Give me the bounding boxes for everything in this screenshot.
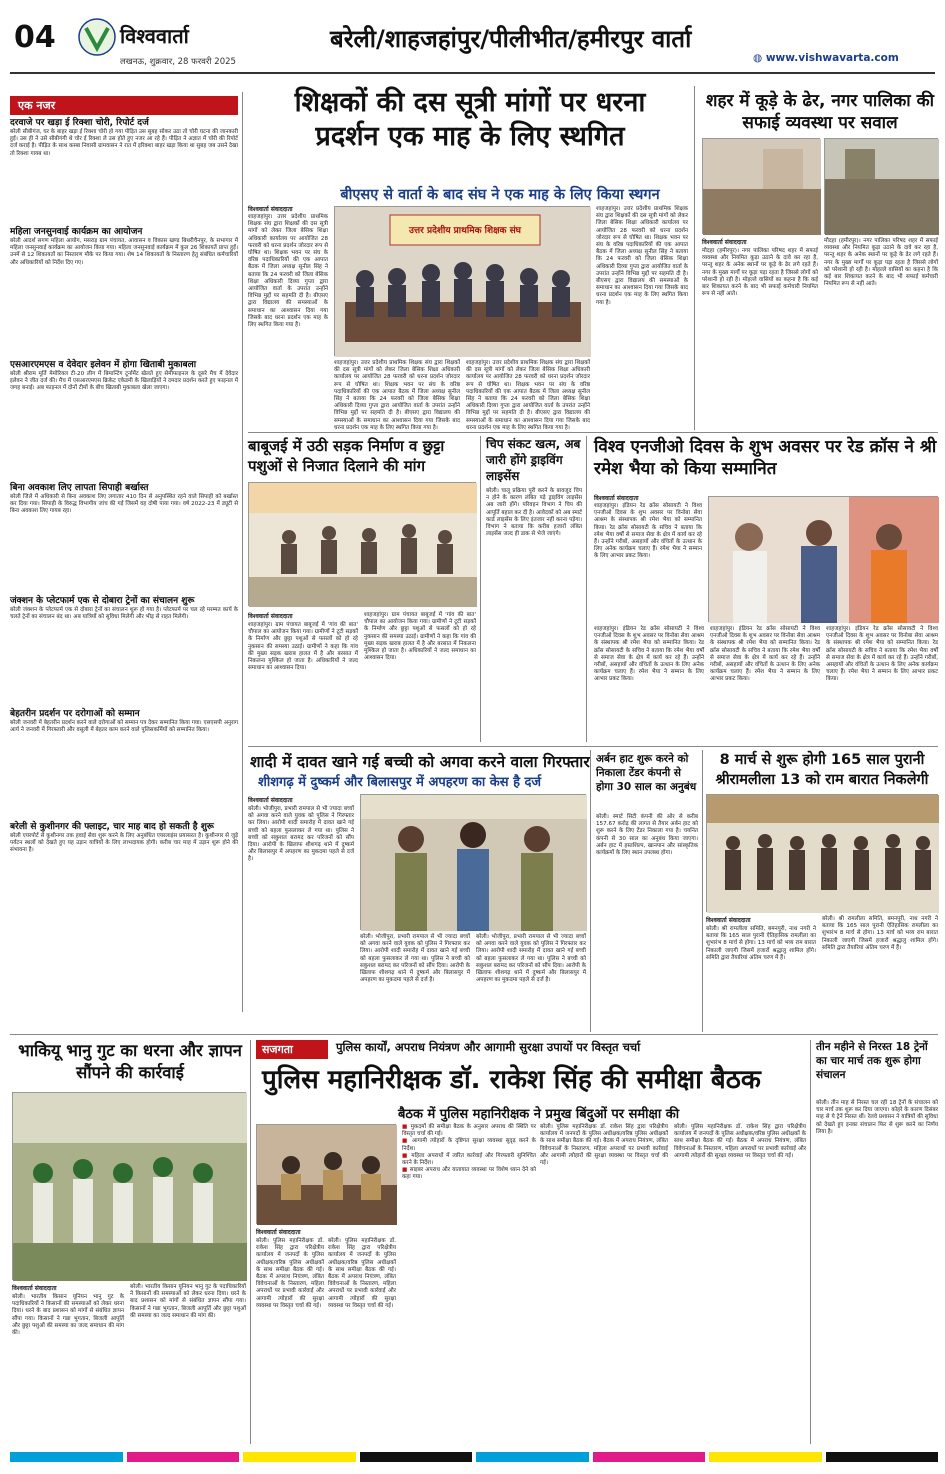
ngo-body-col1: शाहजहांपुर। इंडियन रेड क्रॉस सोसायटी ने विश्व एनजीओ दिवस के शुभ अवसर पर विनोबा सेवा आश्रम के संस्थापक श्री रमेश भैया को सम्मानित किया। रेड क्रॉस सोसायटी के सचिव ने बताया कि रमेश भैया वर्षों से समाज सेवा के क्षेत्र में कार्य कर रहे हैं। उन्होंने गरीबों, असहायों और वंचितों के उत्थान के लिए अनेक कार्यक्रम चलाए हैं। रमेश भैया ने सम्मान के लिए आभार प्रकट किया। (594, 503, 702, 560)
sajagta-body-col3: बरेली। पुलिस महानिरीक्षक डॉ. राकेश सिंह द्वारा परिक्षेत्रीय कार्यालय में जनपदों के पुलिस अधीक्षक/वरिष्ठ पुलिस अधीक्षकों के साथ समीक्षा बैठक की गई। बैठक में अपराध नियंत्रण, लंबित विवेचनाओं के निस्तारण, महिला अपराधों पर प्रभावी कार्रवाई और आगामी त्योहारों की सुरक्षा व्यवस्था पर विस्तृत चर्चा की गई। (540, 1124, 668, 1167)
lead-banner-text: उत्तर प्रदेशीय प्राथमिक शिक्षक संघ (409, 226, 521, 236)
bhakiyu-body-col2: बरेली। भारतीय किसान यूनियन भानु गुट के पदाधिकारियों ने किसानों की समस्याओं को लेकर धरना दिया। धरने के बाद प्रशासन को मांगों से संबंधित ज्ञापन सौंपा गया। किसानों ने गन्ना भुगतान, बिजली आपूर्ति और छुट्टा पशुओं की समस्या का जल्द समाधान की मांग की। (130, 1284, 246, 1319)
bullet-icon: ■ (402, 1138, 412, 1145)
shadi-photo (360, 794, 586, 930)
ramleela-body-col2: बरेली। श्री रामलीला समिति, बमनपुरी, नाथ नगरी ने बताया कि 165 साल पुरानी ऐतिहासिक रामलीला का शुभारंभ 8 मार्च से होगा। 13 मार्च को भव्य राम बारात निकाली जाएगी जिसमें हजारों श्रद्धालु शामिल होंगे। समिति द्वारा तैयारियां अंतिम चरण में हैं। (822, 916, 938, 951)
nazar-item (10, 822, 238, 923)
sajagta-body-col2: बरेली। पुलिस महानिरीक्षक डॉ. राकेश सिंह द्वारा परिक्षेत्रीय कार्यालय में जनपदों के पुलिस अधीक्षक/वरिष्ठ पुलिस अधीक्षकों के साथ समीक्षा बैठक की गई। बैठक में अपराध नियंत्रण, लंबित विवेचनाओं के निस्तारण, महिला अपराधों पर प्रभावी कार्रवाई और आगामी त्योहारों की सुरक्षा व्यवस्था पर विस्तृत चर्चा की गई। (328, 1238, 396, 1309)
nazar-item (10, 118, 238, 225)
nazar-item-body: बरेली एयरपोर्ट से कुशीनगर तक हवाई सेवा शुरू करने के लिए अनुबंधित एयरलाइंस प्रयासरत है। कुशीनगर से जुड़े पर्यटन स्थलों को देखते हुए यह उड़ान यात्रियों के लिए लाभदायक होगी। करीब चार माह में उड़ान शुरू होने की संभावना है। (10, 833, 238, 854)
ngo-body-col2: शाहजहांपुर। इंडियन रेड क्रॉस सोसायटी ने विश्व एनजीओ दिवस के शुभ अवसर पर विनोबा सेवा आश्रम के संस्थापक श्री रमेश भैया को सम्मानित किया। रेड क्रॉस सोसायटी के सचिव ने बताया कि रमेश भैया वर्षों से समाज सेवा के क्षेत्र में कार्य कर रहे हैं। उन्होंने गरीबों, असहायों और वंचितों के उत्थान के लिए अनेक कार्यक्रम चलाए हैं। रमेश भैया ने सम्मान के लिए आभार प्रकट किया। (594, 626, 704, 683)
nazar-item-body: बरेली श्रीराम मूर्ति मेमोरियल टी-20 लीग में बिमान्टिंग टूर्नामेंट खेलते हुए सेमीफाइनल के दूसरे मैच में देवेदार इलेवन ने जीत दर्ज की। मैच में एसआरएमएस क्रिकेट एकेडमी के खिलाड़ियों ने दमदार प्रदर्शन करते हुए फाइनल में जगह बनाई। अब फाइनल में दोनों टीमों के बीच खिताबी मुकाबला खेला जाएगा। (10, 371, 238, 392)
lead-subhead: बीएसए से वार्ता के बाद संघ ने एक माह के लिए किया स्थगन (340, 187, 660, 203)
shadi-headline: शादी में दावत खाने गई बच्ची को अगवा करने वाला गिरफ्तार (250, 753, 590, 771)
babugarh-photo (248, 482, 476, 606)
ramleela-headline-line1: 8 मार्च से शुरू होगी 165 साल पुरानी (719, 752, 925, 768)
bullet-icon: ■ (402, 1152, 412, 1159)
nazar-item-title: महिला जनसुनवाई कार्यक्रम का आयोजन (10, 227, 143, 237)
bullet-text: मुकदमों की समीक्षा बैठक के अनुसार अपराध की स्थिति पर विस्तृत चर्चा की गई। (402, 1124, 536, 1138)
kude-body-col2: मौदहा (हमीरपुर)। नगर पालिका परिषद शहर में सफाई व्यवस्था और नियमित कूड़ा उठाने के दावे कर रहा है, परन्तु शहर के अनेक स्थानों पर कूड़े के ढेर लगे रहते हैं। नगर के मुख्य मार्गों पर कूड़ा पड़ा रहता है जिससे लोगों को परेशानी हो रही है। मोहल्ले वासियों का कहना है कि कई बार शिकायत करने के बाद भी सफाई कर्मचारी नियमित रूप से नहीं आते। (824, 238, 938, 288)
lead-body-col1: शाहजहांपुर। उत्तर प्रदेशीय प्राथमिक शिक्षक संघ द्वारा शिक्षकों की दस सूत्री मांगों को लेकर जिला बेसिक शिक्षा अधिकारी कार्यालय पर आयोजित 28 फरवरी को धरना प्रदर्शन जोरदार रूप से घोषित था। शिक्षक भवन पर संघ के वरिष्ठ पदाधिकारियों की एक आपात बैठक में जिला अध्यक्ष सुनील सिंह ने बताया कि 24 फरवरी को जिला बेसिक शिक्षा अधिकारी दिव्या गुप्ता द्वारा आयोजित वार्ता के उपरांत उन्होंने विभिन्न मुद्दों पर सहमति दी है। बीएसए द्वारा विद्यालय की समस्याओं के समाधान का आश्वासन दिया गया जिसके बाद धरना प्रदर्शन एक माह के लिए स्थगित किया गया है। (248, 214, 328, 329)
nazar-item-title: एसआरएमएस व देवेदार इलेवन में होगा खिताबी मुकाबला (10, 360, 197, 370)
nazar-item-body: बरेली सीबीगंज, घर के बाहर खड़ा ई रिक्शा चोरी हो गया पीड़ित उस सुबह सोकर उठा तो चोरी घटना की जानकारी हुई। उस ही ने उसे सीबीगंगी थे चोर ई रिक्शा ले उस होते हुए नजर आ रहे हैं। पीड़ित ने अज्ञात में चोरी की रिपोर्ट दर्ज कराई है। पीड़ित के साथ कस्बा निवासी ग्रामवासन ने रात में इरिक्शा बाहर खड़ा किया था सुबह जब उसने देखा तो रिक्शा गायब था। (10, 129, 238, 157)
nazar-item-title: बरेली से कुशीनगर की फ्लाइट, चार माह बाद हो सकती है शुरू (10, 822, 214, 832)
ngo-byline: विश्ववार्ता संवाददाता (594, 495, 639, 502)
ek-nazar-column (10, 96, 238, 1016)
sajagta-bullet (402, 1124, 536, 1138)
bullet-icon: ■ (402, 1124, 411, 1130)
website-url (753, 52, 899, 64)
logo-mark (78, 18, 116, 56)
ek-nazar-tag: एक नजर (10, 96, 238, 115)
bhakiyu-photo (12, 1092, 246, 1280)
globe-icon: ◍ (753, 52, 763, 64)
kude-photo-1 (702, 138, 820, 234)
lead-body-col3: शाहजहांपुर। उत्तर प्रदेशीय प्राथमिक शिक्षक संघ द्वारा शिक्षकों की दस सूत्री मांगों को लेकर जिला बेसिक शिक्षा अधिकारी कार्यालय पर आयोजित 28 फरवरी को धरना प्रदर्शन जोरदार रूप से घोषित था। शिक्षक भवन पर संघ के वरिष्ठ पदाधिकारियों की एक आपात बैठक में जिला अध्यक्ष सुनील सिंह ने बताया कि 24 फरवरी को जिला बेसिक शिक्षा अधिकारी दिव्या गुप्ता द्वारा आयोजित वार्ता के उपरांत उन्होंने विभिन्न मुद्दों पर सहमति दी है। बीएसए द्वारा विद्यालय की समस्याओं के समाधान का आश्वासन दिया गया जिसके बाद धरना प्रदर्शन एक माह के लिए स्थगित किया गया है। (466, 360, 590, 431)
sajagta-tag: सजगता (256, 1040, 328, 1059)
sajagta-byline: विश्ववार्ता संवाददाता (256, 1229, 301, 1236)
nazar-item-body: बरेली आदर्श सगण महिला आयोग, मसराइ ग्राम पंचायत, आवासन व विकास खण्ड बिथरीचैनपुर, के सभागार में महिला जनसुनवाई कार्यक्रम का आयोजन किया गया। महिला जनसुनवाई कार्यक्रम में कुल 26 शिकायतें प्राप्त हुईं। उनमें से 12 शिकायतों का निस्तारण मौके पर किया गया। शेष 14 शिकायतों के निस्तारण हेतु संबंधित कर्मचारियों और अधिकारियों को निर्देश दिए गए। (10, 238, 238, 266)
dateline: लखनऊ, शुक्रवार, 28 फरवरी 2025 (120, 57, 236, 67)
edition-title: बरेली/शाहजहांपुर/पीलीभीत/हमीरपुर वार्ता (330, 25, 692, 53)
bhakiyu-byline: विश्ववार्ता संवाददाता (12, 1285, 57, 1292)
ramleela-headline-line2: श्रीरामलीला 13 को राम बारात निकलेगी (715, 772, 929, 788)
shadi-body-col2: बरेली। भोजीपुरा, प्रभारी रामपाल से भी ज्यादा बच्चों को अगवा करने वाले युवक को पुलिस ने गिरफ्तार कर लिया। आरोपी शादी समारोह में दावत खाने गई बच्ची को बहला फुसलाकर ले गया था। पुलिस ने बच्ची को सकुशल बरामद कर परिजनों को सौंप दिया। आरोपी के खिलाफ शीशगढ़ थाने में दुष्कर्म और बिलासपुर में अपहरण का मुकदमा पहले से दर्ज है। (360, 934, 470, 984)
babugarh-body-col1: शाहजहांपुर। ग्राम पंचायत बाबूजई में 'गांव की बात' चौपाल का आयोजन किया गया। ग्रामीणों ने टूटी सड़कों के निर्माण और छुट्टा पशुओं से फसलों को हो रहे नुकसान की समस्या उठाई। ग्रामीणों ने कहा कि गांव की मुख्य सड़क खराब हालत में है और बरसात में निकलना मुश्किल हो जाता है। अधिकारियों ने जल्द समाधान का आश्वासन दिया। (248, 622, 358, 672)
sajagta-body-col1: बरेली। पुलिस महानिरीक्षक डॉ. राकेश सिंह द्वारा परिक्षेत्रीय कार्यालय में जनपदों के पुलिस अधीक्षक/वरिष्ठ पुलिस अधीक्षकों के साथ समीक्षा बैठक की गई। बैठक में अपराध नियंत्रण, लंबित विवेचनाओं के निस्तारण, महिला अपराधों पर प्रभावी कार्रवाई और आगामी त्योहारों की सुरक्षा व्यवस्था पर विस्तृत चर्चा की गई। (256, 1238, 324, 1309)
bhakiyu-headline: भाकियू भानु गुट का धरना और ज्ञापन सौंपने की कार्रवाई (18, 1041, 242, 1082)
trains-headline: तीन महीने से निरस्त 18 ट्रेनों का चार मार्च तक शुरू होगा संचालन (816, 1041, 928, 1081)
sajagta-photo (256, 1124, 396, 1224)
bullet-text: महिला अपराधों में त्वरित कार्रवाई और गिरफ्तारी सुनिश्चित करने के निर्देश। (402, 1152, 536, 1167)
shadi-body-col3: बरेली। भोजीपुरा, प्रभारी रामपाल से भी ज्यादा बच्चों को अगवा करने वाले युवक को पुलिस ने गिरफ्तार कर लिया। आरोपी शादी समारोह में दावत खाने गई बच्ची को बहला फुसलाकर ले गया था। पुलिस ने बच्ची को सकुशल बरामद कर परिजनों को सौंप दिया। आरोपी के खिलाफ शीशगढ़ थाने में दुष्कर्म और बिलासपुर में अपहरण का मुकदमा पहले से दर्ज है। (476, 934, 586, 984)
lead-byline: विश्ववार्ता संवाददाता (248, 206, 293, 213)
lead-body-col2: शाहजहांपुर। उत्तर प्रदेशीय प्राथमिक शिक्षक संघ द्वारा शिक्षकों की दस सूत्री मांगों को लेकर जिला बेसिक शिक्षा अधिकारी कार्यालय पर आयोजित 28 फरवरी को धरना प्रदर्शन जोरदार रूप से घोषित था। शिक्षक भवन पर संघ के वरिष्ठ पदाधिकारियों की एक आपात बैठक में जिला अध्यक्ष सुनील सिंह ने बताया कि 24 फरवरी को जिला बेसिक शिक्षा अधिकारी दिव्या गुप्ता द्वारा आयोजित वार्ता के उपरांत उन्होंने विभिन्न मुद्दों पर सहमति दी है। बीएसए द्वारा विद्यालय की समस्याओं के समाधान का आश्वासन दिया गया जिसके बाद धरना प्रदर्शन एक माह के लिए स्थगित किया गया है। (334, 360, 460, 431)
bhakiyu-body-col1: बरेली। भारतीय किसान यूनियन भानु गुट के पदाधिकारियों ने किसानों की समस्याओं को लेकर धरना दिया। धरने के बाद प्रशासन को मांगों से संबंधित ज्ञापन सौंपा गया। किसानों ने गन्ना भुगतान, बिजली आपूर्ति और छुट्टा पशुओं की समस्या का जल्द समाधान की मांग की। (12, 1294, 124, 1337)
lead-headline-line1: शिक्षकों की दस सूत्री मांगों पर धरना (294, 87, 646, 118)
bullet-icon: ■ (402, 1167, 410, 1174)
nazar-item (10, 360, 238, 481)
nazar-item-body: बरेली जिले में अधिकारी से बिना अवकाश लिए लगातार 410 दिन से अनुपस्थित रहने वाले सिपाही को बर्खास्त कर दिया गया। सिपाही के विरुद्ध विभागीय जांच की गई जिसमें वह दोषी पाया गया। वर्ष 2022-23 में ड्यूटी से बिना अवकाश लिए गायब रहा। (10, 494, 238, 515)
shadi-body-col1: बरेली। भोजीपुरा, प्रभारी रामपाल से भी ज्यादा बच्चों को अगवा करने वाले युवक को पुलिस ने गिरफ्तार कर लिया। आरोपी शादी समारोह में दावत खाने गई बच्ची को बहला फुसलाकर ले गया था। पुलिस ने बच्ची को सकुशल बरामद कर परिजनों को सौंप दिया। आरोपी के खिलाफ शीशगढ़ थाने में दुष्कर्म और बिलासपुर में अपहरण का मुकदमा पहले से दर्ज है। (248, 806, 354, 863)
shadi-subhead: शीशगढ़ में दुष्कर्म और बिलासपुर में अपहरण का केस है दर्ज (258, 775, 542, 790)
nazar-item-title: दरवाजे पर खड़ा ई रिक्शा चोरी, रिपोर्ट दर्ज (10, 118, 149, 128)
sajagta-bullets (402, 1124, 536, 1444)
nazar-item (10, 709, 238, 820)
nazar-item-body: बरेली जंक्शन के प्लेटफार्म एक से दोबारा ट्रेनों का संचालन शुरू हो गया है। प्लेटफार्म पर चल रहे मरम्मत कार्य के चलते ट्रेनों का संचालन बंद था। अब यात्रियों को सुविधा मिलेगी और भीड़ से राहत मिलेगी। (10, 607, 238, 621)
urban-body: बरेली। स्मार्ट सिटी कंपनी की ओर से करीब 157.67 करोड़ की लागत से तैयार अर्बन हाट को शुरू करने के लिए टेंडर निकाला गया है। चयनित कंपनी से 30 साल का अनुबंध किया जाएगा। अर्बन हाट में हस्तशिल्प, खानपान और सांस्कृतिक कार्यक्रमों के लिए स्थान उपलब्ध होगा। (596, 814, 698, 857)
ramleela-headline (706, 750, 938, 790)
shadi-byline: विश्ववार्ता संवाददाता (248, 797, 293, 804)
nazar-item-title: जंक्शन के प्लेटफार्म एक से दोबारा ट्रेनों का संचालन शुरू (10, 596, 195, 606)
ngo-body-col4: शाहजहांपुर। इंडियन रेड क्रॉस सोसायटी ने विश्व एनजीओ दिवस के शुभ अवसर पर विनोबा सेवा आश्रम के संस्थापक श्री रमेश भैया को सम्मानित किया। रेड क्रॉस सोसायटी के सचिव ने बताया कि रमेश भैया वर्षों से समाज सेवा के क्षेत्र में कार्य कर रहे हैं। उन्होंने गरीबों, असहायों और वंचितों के उत्थान के लिए अनेक कार्यक्रम चलाए हैं। रमेश भैया ने सम्मान के लिए आभार प्रकट किया। (826, 626, 938, 683)
chip-headline: चिप संकट खत्म, अब जारी होंगे ड्राइविंग लाइसेंस (486, 437, 581, 483)
nazar-item (10, 227, 238, 358)
sajagta-bullet (402, 1138, 536, 1152)
sajagta-bullet (402, 1167, 536, 1181)
sajagta-subhead: बैठक में पुलिस महानिरीक्षक ने प्रमुख बिंदुओं पर समीक्षा की (398, 1107, 680, 1122)
page-header (0, 0, 945, 78)
babugarh-body-col2: शाहजहांपुर। ग्राम पंचायत बाबूजई में 'गांव की बात' चौपाल का आयोजन किया गया। ग्रामीणों ने टूटी सड़कों के निर्माण और छुट्टा पशुओं से फसलों को हो रहे नुकसान की समस्या उठाई। ग्रामीणों ने कहा कि गांव की मुख्य सड़क खराब हालत में है और बरसात में निकलना मुश्किल हो जाता है। अधिकारियों ने जल्द समाधान का आश्वासन दिया। (364, 612, 476, 662)
kude-headline: शहर में कूड़े के ढेर, नगर पालिका की सफाई व्यवस्था पर सवाल (705, 91, 935, 133)
bullet-text: आगामी त्योहारों के दृष्टिगत सुरक्षा व्यवस्था सुदृढ़ करने के निर्देश। (402, 1138, 536, 1152)
nazar-item (10, 483, 238, 594)
lead-photo (334, 206, 590, 356)
ramleela-photo (706, 794, 938, 912)
nazar-item-body: बरेली जनवरी में बेहतरीन प्रदर्शन करने वाले दरोगाओं को सम्मान पत्र देकर सम्मानित किया गया। एसएसपी अनुराग आर्य ने जनवरी में गिरफ्तारी और वसूली में बेहतर काम करने वाले पुलिसकर्मियों को सम्मानित किया। (10, 720, 238, 734)
kude-body-col1: मौदहा (हमीरपुर)। नगर पालिका परिषद शहर में सफाई व्यवस्था और नियमित कूड़ा उठाने के दावे कर रहा है, परन्तु शहर के अनेक स्थानों पर कूड़े के ढेर लगे रहते हैं। नगर के मुख्य मार्गों पर कूड़ा पड़ा रहता है जिससे लोगों को परेशानी हो रही है। मोहल्ले वासियों का कहना है कि कई बार शिकायत करने के बाद भी सफाई कर्मचारी नियमित रूप से नहीं आते। (702, 248, 818, 298)
sajagta-strap: पुलिस कार्यों, अपराध नियंत्रण और आगामी सुरक्षा उपायों पर विस्तृत चर्चा (336, 1040, 641, 1054)
nazar-item (10, 596, 238, 707)
sajagta-body-col4: बरेली। पुलिस महानिरीक्षक डॉ. राकेश सिंह द्वारा परिक्षेत्रीय कार्यालय में जनपदों के पुलिस अधीक्षक/वरिष्ठ पुलिस अधीक्षकों के साथ समीक्षा बैठक की गई। बैठक में अपराध नियंत्रण, लंबित विवेचनाओं के निस्तारण, महिला अपराधों पर प्रभावी कार्रवाई और आगामी त्योहारों की सुरक्षा व्यवस्था पर विस्तृत चर्चा की गई। (674, 1124, 806, 1159)
nazar-item-title: बिना अवकाश लिए लापता सिपाही बर्खास्त (10, 483, 149, 493)
website-text: www.vishwavarta.com (765, 52, 899, 64)
print-marks (10, 1452, 938, 1462)
lead-body-col4: शाहजहांपुर। उत्तर प्रदेशीय प्राथमिक शिक्षक संघ द्वारा शिक्षकों की दस सूत्री मांगों को लेकर जिला बेसिक शिक्षा अधिकारी कार्यालय पर आयोजित 28 फरवरी को धरना प्रदर्शन जोरदार रूप से घोषित था। शिक्षक भवन पर संघ के वरिष्ठ पदाधिकारियों की एक आपात बैठक में जिला अध्यक्ष सुनील सिंह ने बताया कि 24 फरवरी को जिला बेसिक शिक्षा अधिकारी दिव्या गुप्ता द्वारा आयोजित वार्ता के उपरांत उन्होंने विभिन्न मुद्दों पर सहमति दी है। बीएसए द्वारा विद्यालय की समस्याओं के समाधान का आश्वासन दिया गया जिसके बाद धरना प्रदर्शन एक माह के लिए स्थगित किया गया है। (596, 206, 688, 306)
ngo-headline: विश्व एनजीओ दिवस के शुभ अवसर पर रेड क्रॉस ने श्री रमेश भैया को किया सम्मानित (594, 437, 937, 479)
brand-name: विश्ववार्ता (120, 24, 189, 48)
urban-headline: अर्बन हाट शुरू करने को निकाला टेंडर कंपनी से होगा 30 साल का अनुबंध (596, 753, 697, 793)
sajagta-bullet (402, 1153, 536, 1167)
ngo-body-col3: शाहजहांपुर। इंडियन रेड क्रॉस सोसायटी ने विश्व एनजीओ दिवस के शुभ अवसर पर विनोबा सेवा आश्रम के संस्थापक श्री रमेश भैया को सम्मानित किया। रेड क्रॉस सोसायटी के सचिव ने बताया कि रमेश भैया वर्षों से समाज सेवा के क्षेत्र में कार्य कर रहे हैं। उन्होंने गरीबों, असहायों और वंचितों के उत्थान के लिए अनेक कार्यक्रम चलाए हैं। रमेश भैया ने सम्मान के लिए आभार प्रकट किया। (710, 626, 820, 683)
lead-headline-line2: प्रदर्शन एक माह के लिए स्थगित (315, 121, 625, 152)
chip-body: बरेली। चालू प्रक्रिया पूरी करने के बावजूद चिप न होने के कारण लंबित पड़े ड्राइविंग लाइसेंस अब जारी होंगे। परिवहन विभाग ने चिप की आपूर्ति बहाल कर दी है। आवेदकों को अब स्मार्ट कार्ड लाइसेंस के लिए इंतजार नहीं करना पड़ेगा। विभाग ने बताया कि करीब हजारों लंबित लाइसेंस जल्द ही डाक से भेजे जाएंगे। (486, 488, 582, 538)
babugarh-headline: बाबूजई में उठी सड़क निर्माण व छुट्टा पशुओं से निजात दिलाने की मांग (248, 437, 445, 475)
page-number: 04 (14, 20, 56, 55)
lead-headline (250, 86, 690, 154)
kude-photo-2 (824, 138, 938, 234)
kude-byline: विश्ववार्ता संवाददाता (702, 239, 747, 246)
nazar-item-title: बेहतरीन प्रदर्शन पर दरोगाओं को सम्मान (10, 709, 140, 719)
ramleela-body-col1: बरेली। श्री रामलीला समिति, बमनपुरी, नाथ नगरी ने बताया कि 165 साल पुरानी ऐतिहासिक रामलीला का शुभारंभ 8 मार्च से होगा। 13 मार्च को भव्य राम बारात निकाली जाएगी जिसमें हजारों श्रद्धालु शामिल होंगे। समिति द्वारा तैयारियां अंतिम चरण में हैं। (706, 926, 816, 961)
ngo-photo (708, 496, 938, 622)
sajagta-headline: पुलिस महानिरीक्षक डॉ. राकेश सिंह की समीक्षा बैठक (262, 1065, 761, 1095)
bullet-text: साइबर अपराध और यातायात व्यवस्था पर विशेष ध्यान देने को कहा गया। (402, 1167, 536, 1181)
ramleela-byline: विश्ववार्ता संवाददाता (706, 917, 751, 924)
babugarh-byline: विश्ववार्ता संवाददाता (248, 613, 293, 620)
trains-body: बरेली। तीन माह से निरस्त चल रही 18 ट्रेनों के संचालन को चार मार्च तक शुरू कर दिया जाएगा। कोहरे के कारण दिसंबर माह से ये ट्रेनें निरस्त थीं। रेलवे प्रशासन ने यात्रियों की सुविधा को देखते हुए इनका संचालन फिर से शुरू करने का निर्णय लिया है। (816, 1100, 938, 1135)
